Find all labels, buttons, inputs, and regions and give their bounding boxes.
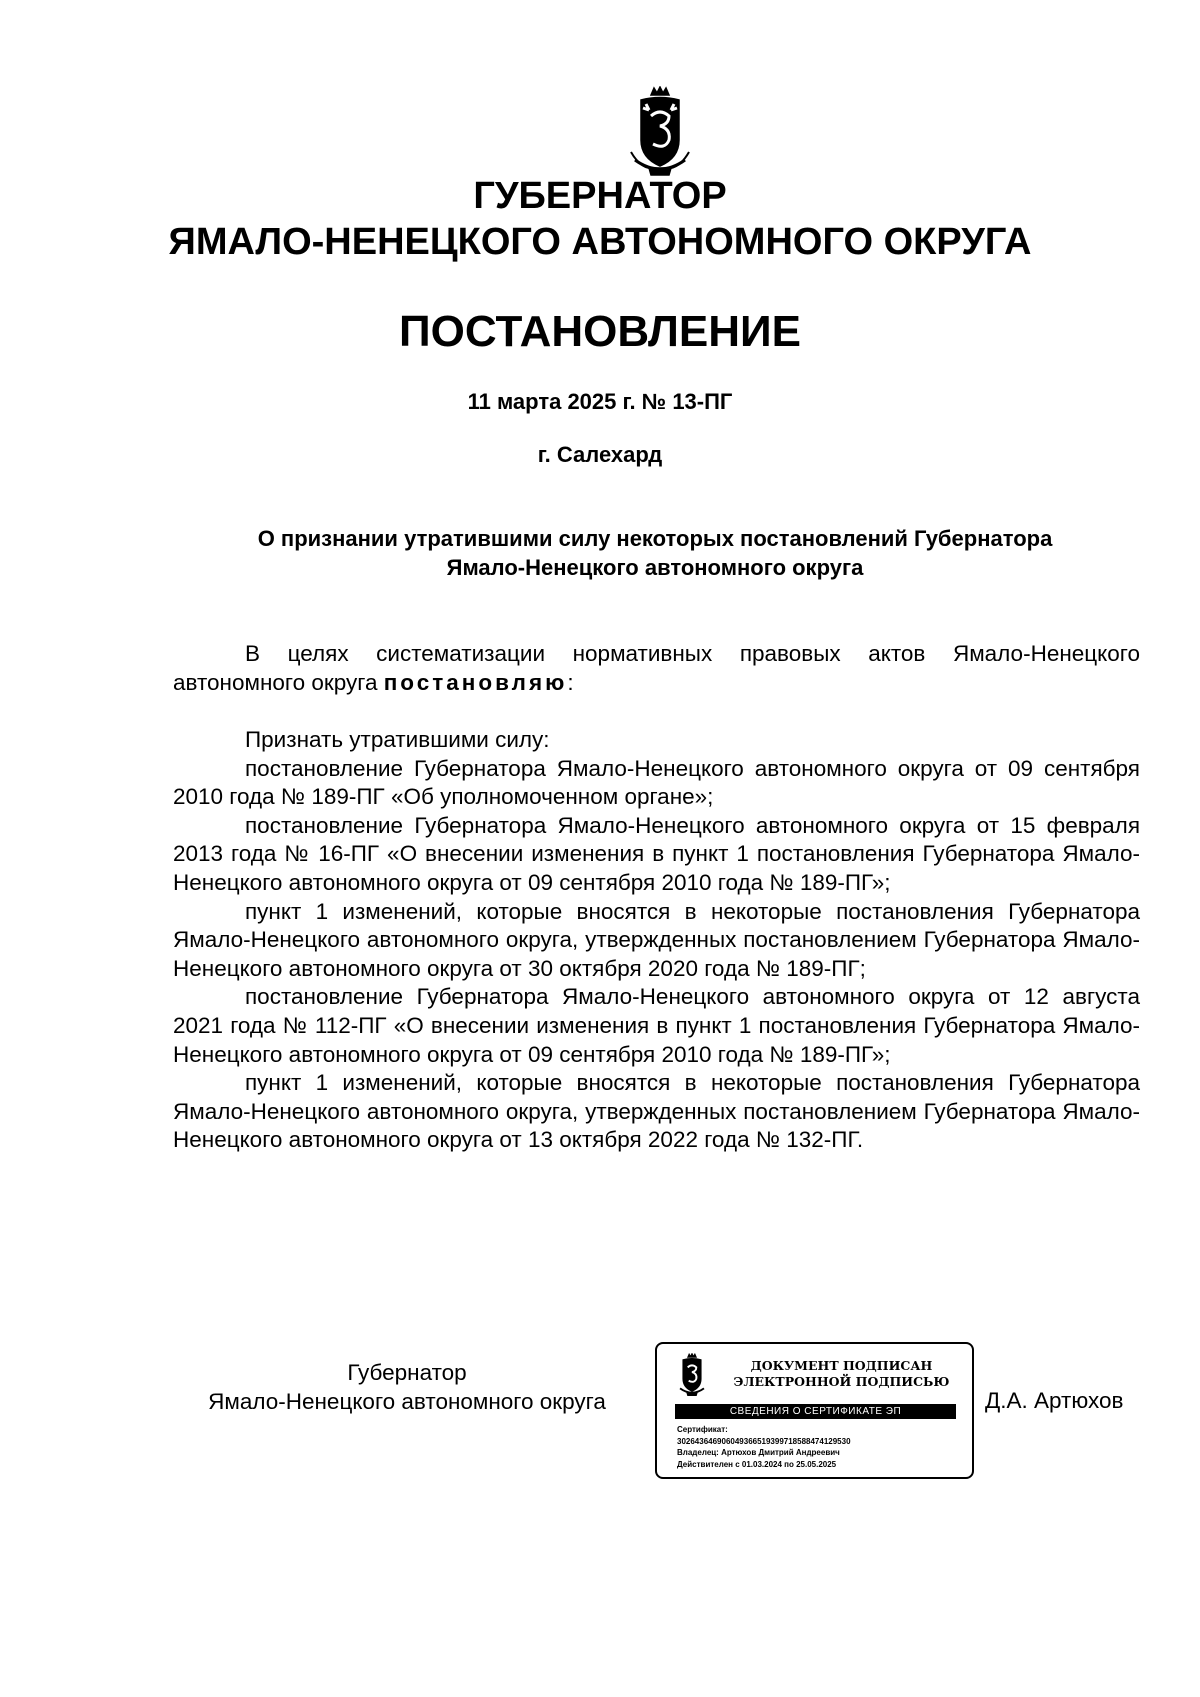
stamp-certificate-bar: СВЕДЕНИЯ О СЕРТИФИКАТЕ ЭП	[675, 1404, 956, 1419]
subject-line1: О признании утратившими силу некоторых постановлений Губернатора	[257, 526, 1053, 551]
stamp-title	[719, 1358, 964, 1390]
decree-item: постановление Губернатора Ямало-Ненецкого автономного округа от 12 августа 2021 года № 112-ПГ «О внесении изменения в пункт 1 постановления Губернатора Ямало-Ненецкого автономного округа от 09 сентября 2010 года № 189-ПГ»;	[173, 984, 1140, 1067]
document-city: г. Салехард	[537, 442, 663, 467]
intro-punct: :	[567, 669, 574, 695]
decree-item: постановление Губернатора Ямало-Ненецкого автономного округа от 09 сентября 2010 года № 189-ПГ «Об уполномоченном органе»;	[173, 755, 1140, 810]
governor-title-line2: ЯМАЛО-НЕНЕЦКОГО АВТОНОМНОГО ОКРУГА	[168, 221, 1032, 263]
subject-line2: Ямало-Ненецкого автономного округа	[446, 555, 864, 580]
decree-item: постановление Губернатора Ямало-Ненецкого автономного округа от 15 февраля 2013 года № 16-ПГ «О внесении изменения в пункт 1 постановления Губернатора Ямало-Ненецкого автономного округа от 09 сентября 2010 года № 189-ПГ»;	[173, 812, 1140, 895]
stamp-validity: Действителен с 01.03.2024 по 25.05.2025	[677, 1459, 837, 1469]
document-type: ПОСТАНОВЛЕНИЕ	[398, 307, 802, 356]
stamp-emblem-icon	[677, 1353, 707, 1397]
signatory-name: Д.А. Артюхов	[985, 1388, 1124, 1413]
stamp-certificate-number: 302643646906049366519399718588474129530	[677, 1436, 851, 1446]
decree-item: пункт 1 изменений, которые вносятся в некоторые постановления Губернатора Ямало-Ненецкого автономного округа, утвержденных постановлением Губернатора Ямало-Ненецкого автономного округа от 13 октября 2022 года № 132-ПГ.	[173, 1070, 1140, 1153]
decree-body	[173, 726, 1140, 1155]
stamp-certificate-info	[677, 1424, 851, 1470]
document-date-number: 11 марта 2025 г. № 13-ПГ	[467, 389, 733, 414]
decree-lead: Признать утратившими силу:	[245, 727, 550, 752]
stamp-title-line1: ДОКУМЕНТ ПОДПИСАН	[750, 1358, 933, 1373]
signatory-position-line2: Ямало-Ненецкого автономного округа	[208, 1388, 606, 1414]
intro-text: В целях систематизации нормативных правовых актов Ямало-Ненецкого автономного округа	[173, 641, 1140, 695]
decree-keyword: постановляю	[383, 669, 568, 695]
governor-title-line1: ГУБЕРНАТОР	[473, 175, 727, 217]
decree-item: пункт 1 изменений, которые вносятся в некоторые постановления Губернатора Ямало-Ненецкого автономного округа, утвержденных постановлением Губернатора Ямало-Ненецкого автономного округа от 30 октября 2020 года № 189-ПГ;	[173, 898, 1140, 981]
stamp-title-line2: ЭЛЕКТРОННОЙ ПОДПИСЬЮ	[733, 1374, 950, 1389]
stamp-owner: Владелец: Артюхов Дмитрий Андреевич	[677, 1448, 840, 1457]
signatory-position-line1: Губернатор	[347, 1360, 467, 1385]
electronic-signature-stamp	[655, 1342, 974, 1479]
signatory-position	[173, 1359, 641, 1416]
coat-of-arms-emblem	[629, 86, 691, 178]
governor-title	[0, 173, 1200, 265]
intro-paragraph	[173, 640, 1140, 697]
document-subject	[170, 524, 1140, 582]
stamp-certificate-label: Сертификат:	[677, 1425, 728, 1434]
